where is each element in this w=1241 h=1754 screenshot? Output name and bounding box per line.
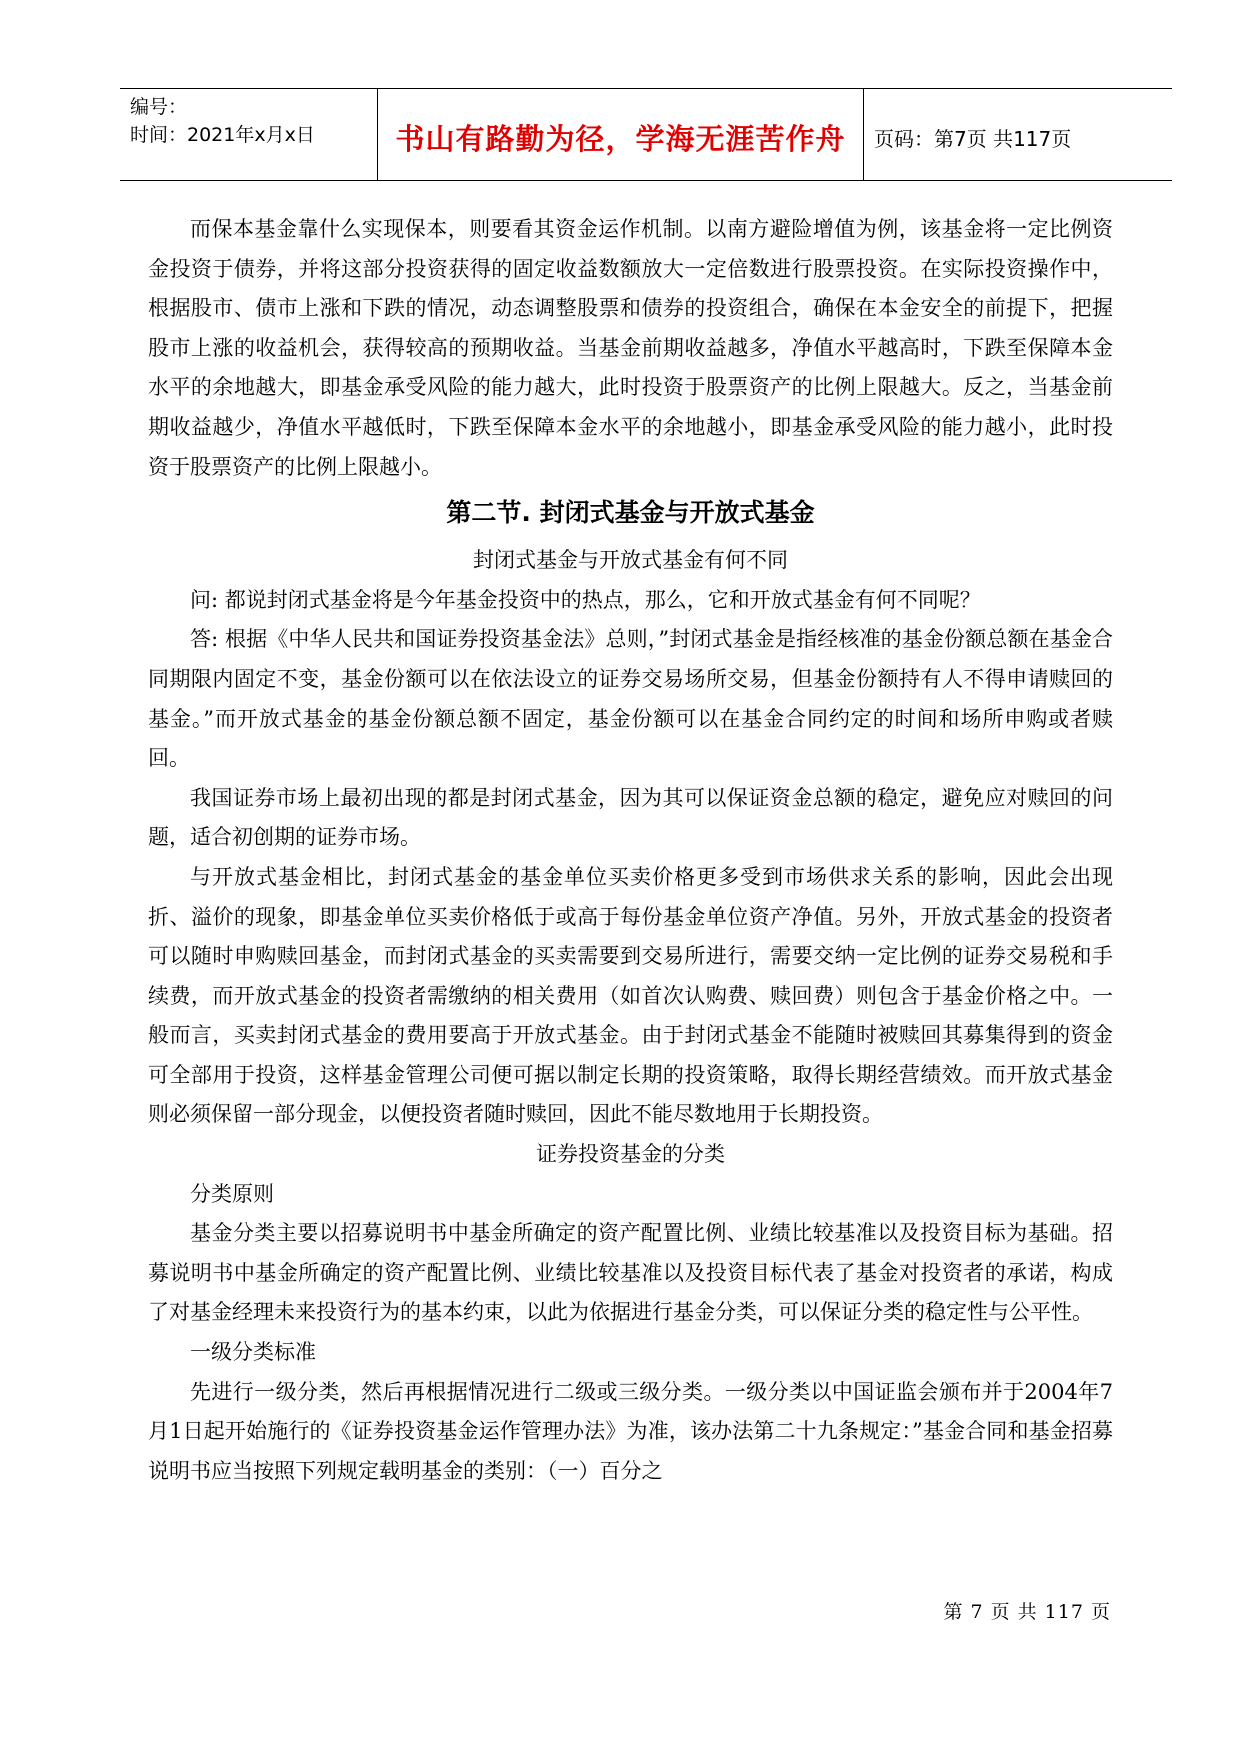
document-number-label: 编号： (130, 96, 188, 118)
subtitle-classification: 证券投资基金的分类 (536, 1142, 725, 1167)
heading-classification-principle: 分类原则 (190, 1181, 274, 1206)
paragraph-question: 问: 都说封闭式基金将是今年基金投资中的热点，那么，它和开放式基金有何不同呢？ (190, 587, 981, 612)
header-motto: 书山有路勤为径，学海无涯苦作舟 (378, 89, 864, 180)
heading-level1-standard: 一级分类标准 (190, 1340, 316, 1365)
paragraph-level1: 先进行一级分类，然后再根据情况进行二级或三级分类。一级分类以中国证监会颁布并于2004年7月1日起开始施行的《证券投资基金运作管理办法》为准，该办法第二十九条规定：”基金合同和基金招募说明书应当按照下列规定载明基金的类别：（一）百分之 (148, 1379, 1113, 1483)
paragraph-guarantee-mechanism: 而保本基金靠什么实现保本，则要看其资金运作机制。以南方避险增值为例，该基金将一定比例资金投资于债券，并将这部分投资获得的固定收益数额放大一定倍数进行股票投资。在实际投资操作中，根据股市、债市上涨和下跌的情况，动态调整股票和债券的投资组合，确保在本金安全的前提下，把握股市上涨的收益机会，获得较高的预期收益。当基金前期收益越多，净值水平越高时，下跌至保障本金水平的余地越大，即基金承受风险的能力越大，此时投资于股票资产的比例上限越大。反之，当基金前期收益越少，净值水平越低时，下跌至保障本金水平的余地越小，即基金承受风险的能力越小，此时投资于股票资产的比例上限越小。 (148, 217, 1113, 479)
page-header (120, 88, 1172, 181)
paragraph-comparison: 与开放式基金相比，封闭式基金的基金单位买卖价格更多受到市场供求关系的影响，因此会出现折、溢价的现象，即基金单位买卖价格低于或高于每份基金单位资产净值。另外，开放式基金的投资者可以随时申购赎回基金，而封闭式基金的买卖需要到交易所进行，需要交纳一定比例的证券交易税和手续费，而开放式基金的投资者需缴纳的相关费用（如首次认购费、赎回费）则包含于基金价格之中。一般而言，买卖封闭式基金的费用要高于开放式基金。由于封闭式基金不能随时被赎回其募集得到的资金可全部用于投资，这样基金管理公司便可据以制定长期的投资策略，取得长期经营绩效。而开放式基金则必须保留一部分现金，以便投资者随时赎回，因此不能尽数地用于长期投资。 (148, 864, 1113, 1127)
document-time-label: 时间：2021年x月x日 (130, 124, 315, 146)
paragraph-principle: 基金分类主要以招募说明书中基金所确定的资产配置比例、业绩比较基准以及投资目标为基础。招募说明书中基金所确定的资产配置比例、业绩比较基准以及投资目标代表了基金对投资者的承诺，构成了对基金经理未来投资行为的基本约束，以此为依据进行基金分类，可以保证分类的稳定性与公平性。 (148, 1221, 1113, 1325)
paragraph-answer: 答: 根据《中华人民共和国证券投资基金法》总则，”封闭式基金是指经核准的基金份额总额在基金合同期限内固定不变，基金份额可以在依法设立的证券交易场所交易，但基金份额持有人不得申请赎回的基金。”而开放式基金的基金份额总额不固定，基金份额可以在基金合同约定的时间和场所申购或者赎回。 (148, 627, 1113, 771)
paragraph-history: 我国证券市场上最初出现的都是封闭式基金，因为其可以保证资金总额的稳定，避免应对赎回的问题，适合初创期的证券市场。 (148, 785, 1113, 850)
header-page-info: 页码：第7页 共117页 (874, 127, 1072, 151)
page-footer: 第 7 页 共 117 页 (943, 1601, 1111, 1623)
header-meta (120, 89, 378, 180)
section-title: 第二节. 封闭式基金与开放式基金 (446, 498, 815, 528)
subtitle-differences: 封闭式基金与开放式基金有何不同 (473, 548, 788, 573)
document-body (148, 210, 1113, 1491)
